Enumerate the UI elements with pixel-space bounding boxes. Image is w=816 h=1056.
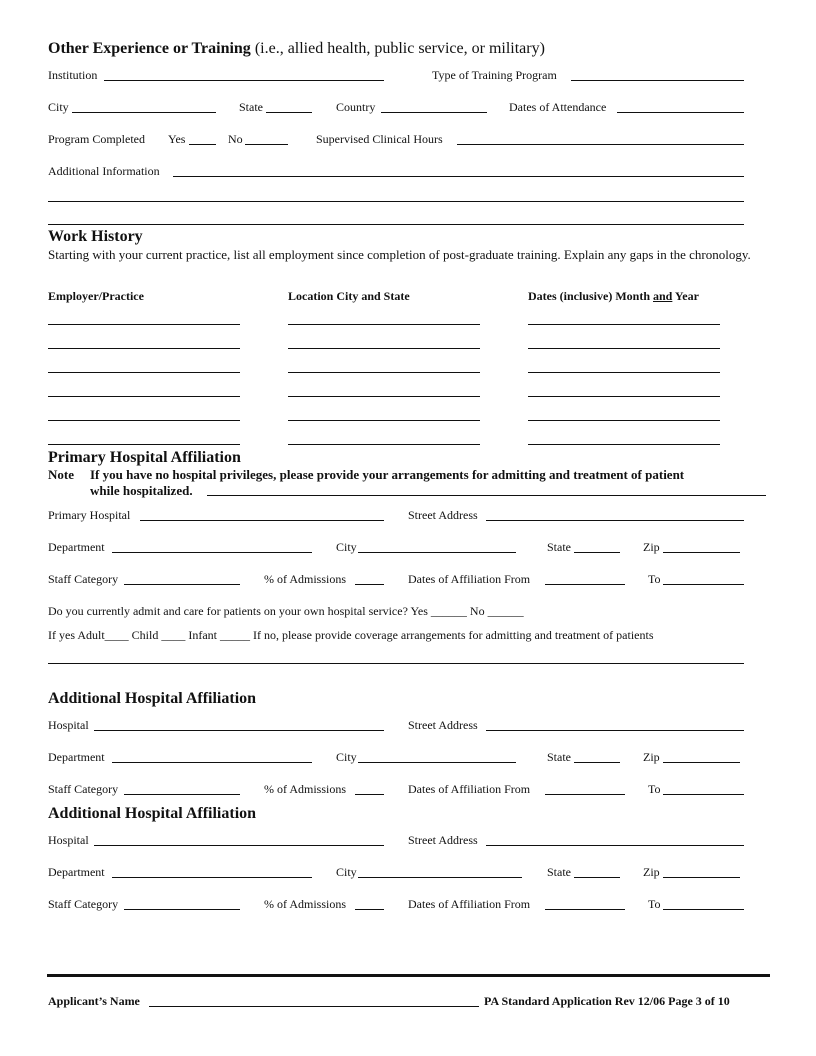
col-dates-header	[528, 289, 699, 303]
country-label: Country	[336, 100, 376, 114]
work-location-field-2[interactable]	[288, 348, 480, 349]
add2-dates-from-label: Dates of Affiliation From	[408, 897, 531, 911]
primary-department-label: Department	[48, 540, 105, 554]
add1-city-field[interactable]	[358, 749, 516, 763]
program-yes-field[interactable]	[189, 131, 216, 145]
primary-department-field[interactable]	[112, 539, 312, 553]
add2-admissions-label: % of Admissions	[264, 897, 347, 911]
if-yes-line: If yes Adult____ Child ____ Infant _____ If no, please provide coverage arrangements for admitting and treatment of patients	[48, 628, 654, 642]
work-location-field-1[interactable]	[288, 324, 480, 325]
clinical-hours-label: Supervised Clinical Hours	[316, 132, 443, 146]
applicant-name-label: Applicant’s Name	[48, 994, 140, 1008]
add2-city-field[interactable]	[358, 864, 522, 878]
add2-staff-category-field[interactable]	[124, 896, 240, 910]
add2-department-field[interactable]	[112, 864, 312, 878]
country-field[interactable]	[381, 99, 487, 113]
add1-department-label: Department	[48, 750, 105, 764]
add1-zip-label: Zip	[643, 750, 660, 764]
add2-state-field[interactable]	[574, 864, 620, 878]
col-dates-and: and	[653, 289, 673, 303]
col-dates-text: Dates (inclusive) Month	[528, 289, 653, 303]
add2-hospital-label: Hospital	[48, 833, 89, 847]
primary-dates-from-field[interactable]	[545, 571, 625, 585]
work-dates-field-6[interactable]	[528, 444, 720, 445]
work-employer-field-6[interactable]	[48, 444, 240, 445]
add2-hospital-field[interactable]	[94, 832, 384, 846]
primary-staff-category-label: Staff Category	[48, 572, 119, 586]
primary-zip-label: Zip	[643, 540, 660, 554]
state-label: State	[239, 100, 263, 114]
additional-hospital-1-title: Additional Hospital Affiliation	[48, 690, 257, 707]
primary-hospital-field[interactable]	[140, 507, 384, 521]
col-location-header: Location City and State	[288, 289, 410, 303]
dates-attendance-label: Dates of Attendance	[509, 100, 607, 114]
add2-street-field[interactable]	[486, 832, 744, 846]
add1-to-field[interactable]	[663, 781, 744, 795]
work-history-instructions: Starting with your current practice, list all employment since completion of post-graduate training. Explain any gaps in the chronology.	[48, 247, 751, 262]
add1-street-field[interactable]	[486, 717, 744, 731]
add2-admissions-field[interactable]	[355, 896, 384, 910]
note-label: Note	[48, 467, 74, 482]
add1-hospital-field[interactable]	[94, 717, 384, 731]
add2-street-label: Street Address	[408, 833, 478, 847]
add2-to-label: To	[648, 897, 661, 911]
work-employer-field-1[interactable]	[48, 324, 240, 325]
work-location-field-5[interactable]	[288, 420, 480, 421]
applicant-name-field[interactable]	[149, 993, 479, 1007]
add2-city-label: City	[336, 865, 357, 879]
work-dates-field-4[interactable]	[528, 396, 720, 397]
add1-staff-category-label: Staff Category	[48, 782, 119, 796]
primary-street-field[interactable]	[486, 507, 744, 521]
page-info: PA Standard Application Rev 12/06 Page 3 of 10	[484, 994, 730, 1008]
work-location-field-6[interactable]	[288, 444, 480, 445]
work-location-field-4[interactable]	[288, 396, 480, 397]
training-program-label: Type of Training Program	[432, 68, 557, 82]
add1-to-label: To	[648, 782, 661, 796]
institution-field[interactable]	[104, 67, 384, 81]
work-employer-field-3[interactable]	[48, 372, 240, 373]
primary-to-label: To	[648, 572, 661, 586]
col-dates-year: Year	[672, 289, 699, 303]
primary-hospital-label: Primary Hospital	[48, 508, 131, 522]
state-field[interactable]	[266, 99, 312, 113]
add2-department-label: Department	[48, 865, 105, 879]
coverage-arrangements-field[interactable]	[48, 663, 744, 664]
add2-to-field[interactable]	[663, 896, 744, 910]
note-line-1: If you have no hospital privileges, please provide your arrangements for admitting and treatment of patient	[90, 467, 685, 482]
add2-state-label: State	[547, 865, 571, 879]
primary-dates-from-label: Dates of Affiliation From	[408, 572, 531, 586]
work-history-title: Work History	[48, 228, 143, 245]
work-dates-field-3[interactable]	[528, 372, 720, 373]
work-location-field-3[interactable]	[288, 372, 480, 373]
add1-zip-field[interactable]	[663, 749, 740, 763]
admit-question: Do you currently admit and care for patients on your own hospital service? Yes ______ No ______	[48, 604, 524, 618]
program-completed-label: Program Completed	[48, 132, 145, 146]
add1-department-field[interactable]	[112, 749, 312, 763]
city-field[interactable]	[72, 99, 216, 113]
program-no-field[interactable]	[245, 131, 288, 145]
add1-staff-category-field[interactable]	[124, 781, 240, 795]
work-employer-field-4[interactable]	[48, 396, 240, 397]
dates-attendance-field[interactable]	[617, 99, 744, 113]
clinical-hours-field[interactable]	[457, 131, 744, 145]
work-employer-field-5[interactable]	[48, 420, 240, 421]
training-program-field[interactable]	[571, 67, 744, 81]
add2-zip-label: Zip	[643, 865, 660, 879]
program-yes-label: Yes	[168, 132, 186, 146]
additional-hospital-2-title: Additional Hospital Affiliation	[48, 805, 257, 822]
add2-zip-field[interactable]	[663, 864, 740, 878]
institution-label: Institution	[48, 68, 98, 82]
note-line-2: while hospitalized.	[90, 483, 193, 498]
primary-state-field[interactable]	[574, 539, 620, 553]
primary-city-field[interactable]	[358, 539, 516, 553]
add1-dates-from-label: Dates of Affiliation From	[408, 782, 531, 796]
section-subtitle-text: (i.e., allied health, public service, or military)	[254, 40, 545, 57]
note-arrangements-field[interactable]	[207, 482, 766, 496]
add1-dates-from-field[interactable]	[545, 781, 625, 795]
primary-state-label: State	[547, 540, 571, 554]
add1-state-label: State	[547, 750, 571, 764]
additional-info-field[interactable]	[173, 163, 744, 177]
add2-dates-from-field[interactable]	[545, 896, 625, 910]
primary-admissions-field[interactable]	[355, 571, 384, 585]
add1-city-label: City	[336, 750, 357, 764]
add1-hospital-label: Hospital	[48, 718, 89, 732]
add1-admissions-field[interactable]	[355, 781, 384, 795]
program-no-label: No	[228, 132, 243, 146]
add2-staff-category-label: Staff Category	[48, 897, 119, 911]
primary-to-field[interactable]	[663, 571, 744, 585]
primary-city-label: City	[336, 540, 357, 554]
section-title-text: Other Experience or Training	[48, 40, 251, 57]
work-employer-field-2[interactable]	[48, 348, 240, 349]
work-dates-field-5[interactable]	[528, 420, 720, 421]
primary-zip-field[interactable]	[663, 539, 740, 553]
primary-admissions-label: % of Admissions	[264, 572, 347, 586]
add1-street-label: Street Address	[408, 718, 478, 732]
additional-info-line-3[interactable]	[48, 224, 744, 225]
work-dates-field-2[interactable]	[528, 348, 720, 349]
primary-hospital-title: Primary Hospital Affiliation	[48, 449, 241, 466]
footer-divider	[47, 974, 770, 977]
city-label: City	[48, 100, 69, 114]
other-experience-title	[48, 40, 545, 58]
additional-info-label: Additional Information	[48, 164, 160, 178]
primary-staff-category-field[interactable]	[124, 571, 240, 585]
add1-state-field[interactable]	[574, 749, 620, 763]
primary-street-label: Street Address	[408, 508, 478, 522]
additional-info-line-2[interactable]	[48, 201, 744, 202]
add1-admissions-label: % of Admissions	[264, 782, 347, 796]
work-dates-field-1[interactable]	[528, 324, 720, 325]
col-employer-header: Employer/Practice	[48, 289, 144, 303]
